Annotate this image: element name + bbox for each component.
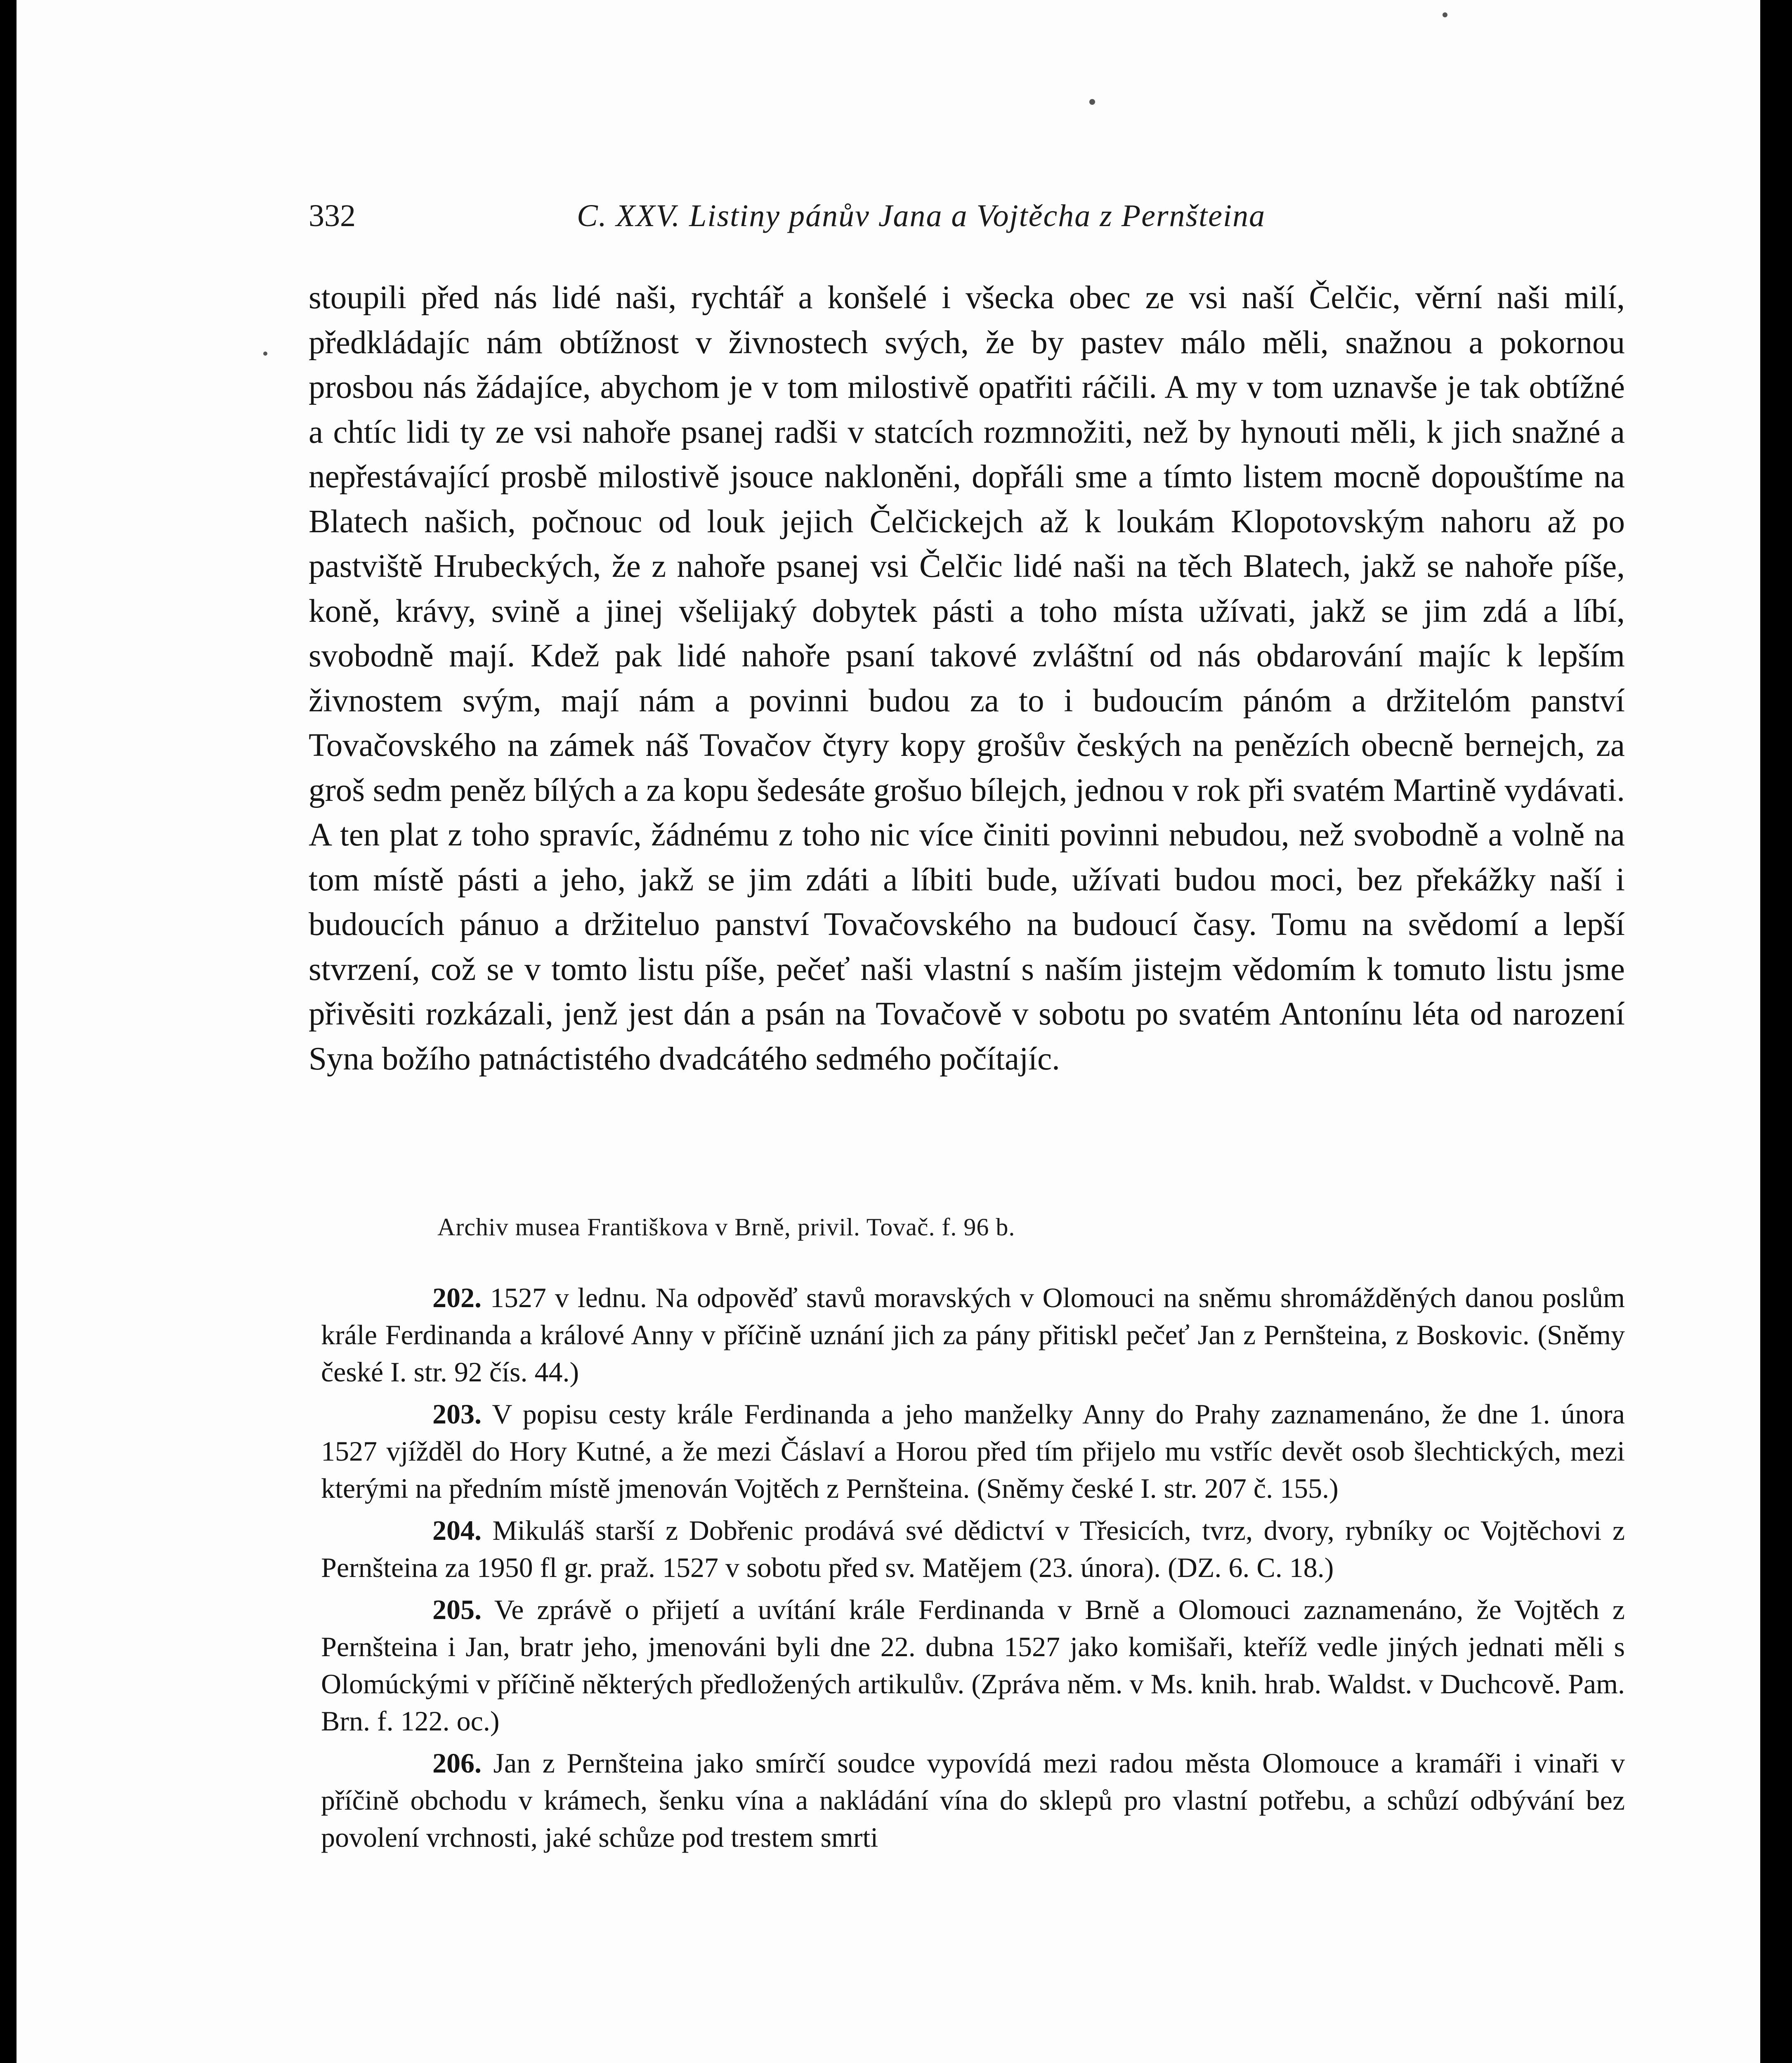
regesta-list	[321, 1279, 1625, 1861]
entry-text: Jan z Pernšteina jako smírčí soudce vypovídá mezi radou města Olomouce a kramáři i vinaři v příčině obchodu v krámech, šenku vína a nakládání vína do sklepů pro vlastní potřebu, a schůzí odbývání bez povolení vrchnosti, jaké schůze pod trestem smrti	[321, 1747, 1625, 1853]
running-title: C. XXV. Listiny pánův Jana a Vojtěcha z Pernšteina	[577, 198, 1266, 233]
regest-entry	[321, 1395, 1625, 1507]
page-header	[309, 198, 1357, 248]
entry-number: 206.	[432, 1747, 482, 1779]
regest-entry	[321, 1744, 1625, 1856]
print-speck	[263, 352, 267, 356]
regest-entry	[321, 1591, 1625, 1740]
charter-text: stoupili před nás lidé naši, rychtář a konšelé i všecka obec ze vsi naší Čelčic, věrní naši milí, předkládajíc nám obtížnost v živnostech svých, že by pastev málo měli, snažnou a pokornou prosbou nás žádajíce, abychom je v tom milostivě opatřiti ráčili. A my v tom uznavše je tak obtížné a chtíc lidi ty ze vsi nahoře psanej radši v statcích rozmnožiti, než by hynouti měli, k jich snažné a nepřestávající prosbě milostivě jsouce nakloněni, dopřáli sme a tímto listem mocně dopouštíme na Blatech našich, počnouc od louk jejich Čelčickejch až k loukám Klopotovským nahoru až po pastviště Hrubeckých, že z nahoře psanej vsi Čelčic lidé naši na těch Blatech, jakž se nahoře píše, koně, krávy, svině a jinej všelijaký dobytek pásti a toho místa užívati, jakž se jim zdá a líbí, svobodně mají. Kdež pak lidé nahoře psaní takové zvláštní od nás obdarování majíc k lepším živnostem svým, mají nám a povinni budou za to i budoucím pánóm a držitelóm panství Tovačovského na zámek náš Tovačov čtyry kopy grošův českých na penězích obecně bernejch, za groš sedm peněz bílých a za kopu šedesáte grošuo bílejch, jednou v rok při svatém Martině vydávati. A ten plat z toho spravíc, žádnému z toho nic více činiti povinni nebudou, než svobodně a volně na tom místě pásti a jeho, jakž se jim zdáti a líbiti bude, užívati budou moci, bez překážky naší i budoucích pánuo a držiteluo panství Tovačovského na budoucí časy. Tomu na svědomí a lepší stvrzení, což se v tomto listu píše, pečeť naši vlastní s naším jistejm vědomím k tomuto listu jsme přivěsiti rozkázali, jenž jest dán a psán na Tovačově v sobotu po svatém Antonínu léta od narození Syna božího patnáctistého dvadcátého sedmého počítajíc.	[309, 280, 1625, 1077]
regest-entry	[321, 1279, 1625, 1390]
print-speck	[1089, 99, 1095, 105]
print-speck	[1443, 12, 1447, 17]
entry-text: 1527 v lednu. Na odpověď stavů moravských v Olomouci na sněmu shromážděných danou poslům krále Ferdinanda a králové Anny v příčině uznání jich za pány přitiskl pečeť Jan z Pernšteina, z Boskovic. (Sněmy české I. str. 92 čís. 44.)	[321, 1282, 1625, 1388]
entry-number: 205.	[432, 1594, 482, 1625]
entry-text: V popisu cesty krále Ferdinanda a jeho manželky Anny do Prahy zaznamenáno, že dne 1. února 1527 vjížděl do Hory Kutné, a že mezi Čáslaví a Horou před tím přijelo mu vstříc devět osob šlechtických, mezi kterými na předním místě jmenován Vojtěch z Pernšteina. (Sněmy české I. str. 207 č. 155.)	[321, 1398, 1625, 1504]
page-number: 332	[309, 198, 356, 233]
book-page	[17, 0, 1760, 2063]
entry-text: Mikuláš starší z Dobřenic prodává své dědictví v Třesicích, tvrz, dvory, rybníky oc Vojtěchovi z Pernšteina za 1950 fl gr. praž. 1527 v sobotu před sv. Matějem (23. února). (DZ. 6. C. 18.)	[321, 1515, 1625, 1583]
regest-entry	[321, 1512, 1625, 1586]
entry-text: Ve zprávě o přijetí a uvítání krále Ferdinanda v Brně a Olomouci zaznamenáno, že Vojtěch z Pernšteina i Jan, bratr jeho, jmenováni byli dne 22. dubna 1527 jako komišaři, kteříž vedle jiných jednati měli s Olomúckými v příčině některých předložených artikulův. (Zpráva něm. v Ms. knih. hrab. Waldst. v Duchcově. Pam. Brn. f. 122. oc.)	[321, 1594, 1625, 1737]
entry-number: 202.	[432, 1282, 482, 1313]
source-note: Archiv musea Františkova v Brně, privil. Tovač. f. 96 b.	[437, 1213, 1015, 1241]
entry-number: 203.	[432, 1398, 482, 1430]
entry-number: 204.	[432, 1515, 482, 1546]
